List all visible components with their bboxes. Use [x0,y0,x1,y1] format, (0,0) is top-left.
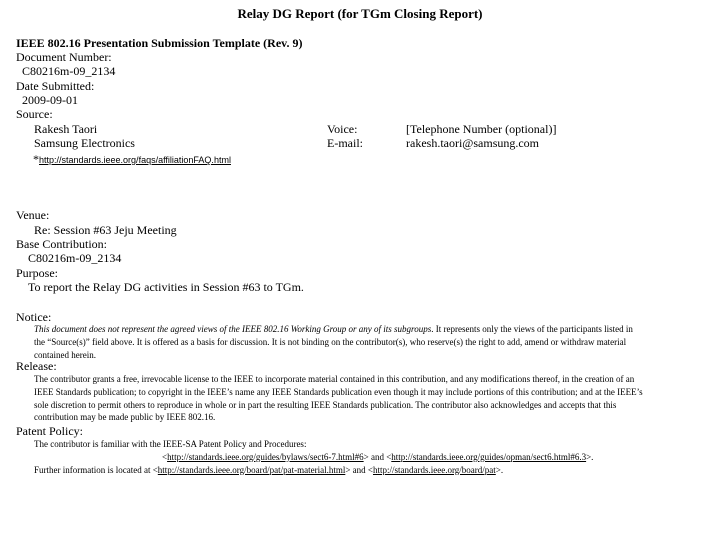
pat-board-link[interactable]: http://standards.ieee.org/board/pat [372,464,496,475]
notice-text [34,323,710,361]
release-text [34,373,710,424]
patent-and-text: > and < [363,451,392,462]
doc-number: C80216m-09_2134 [22,64,116,78]
patent-line-1: The contributor is familiar with the IEEE-SA Patent Policy and Procedures: [34,439,307,449]
pat-material-link[interactable]: http://standards.ieee.org/board/pat/pat-material.html [157,464,346,475]
release-line-4: contribution may be made public by IEEE 802.16. [34,412,216,423]
opman-link[interactable]: http://standards.ieee.org/guides/opman/sect6.html#6.3 [391,451,587,462]
patent-bracket-close-2: >. [495,464,504,475]
release-label: Release: [16,359,57,373]
patent-line-2 [34,451,710,464]
patent-and-text-2: > and < [345,464,373,475]
purpose-value: To report the Relay DG activities in Session #63 to TGm. [28,280,304,294]
release-line-2: IEEE Standards publication; to copyright in the IEEE’s name any IEEE Standards publication even though it may include portions of this contribution; and at the IEEE’s [34,386,643,397]
author-org: Samsung Electronics [34,136,135,150]
patent-line-3 [34,464,710,477]
notice-line-2: the “Source(s)” field above. It is offered as a basis for discussion. It is not binding on the contributor(s), who reserve(s) the right to add, amend or withdraw material [34,336,627,347]
base-label: Base Contribution: [16,237,107,251]
further-info-text: Further information is located at < [34,464,158,475]
faq-note [33,150,231,168]
notice-italic: This document does not represent the agreed views of the IEEE 802.16 Working Group or any of its subgroups [34,324,432,334]
voice-label: Voice: [327,122,358,136]
venue-label: Venue: [16,208,50,222]
bylaws-link[interactable]: http://standards.ieee.org/guides/bylaws/sect6-7.html#6 [167,451,364,462]
patent-bracket-open: < [162,451,168,462]
patent-label: Patent Policy: [16,424,83,438]
notice-label: Notice: [16,310,52,324]
email-value: rakesh.taori@samsung.com [406,136,540,150]
faq-link[interactable]: http://standards.ieee.org/faqs/affiliationFAQ.html [39,155,231,165]
release-line-1: The contributor grants a free, irrevocable license to the IEEE to incorporate material contained in this contribution, and any modifications thereof, in the creation of an [34,374,635,384]
voice-value: [Telephone Number (optional)] [406,122,557,136]
faq-asterisk: * [33,152,39,166]
purpose-label: Purpose: [16,266,58,280]
template-heading: IEEE 802.16 Presentation Submission Template (Rev. 9) [16,36,303,50]
patent-text [34,438,710,476]
email-label: E-mail: [327,136,363,150]
venue-value: Re: Session #63 Jeju Meeting [34,223,177,237]
date-value: 2009-09-01 [22,93,78,107]
doc-number-label: Document Number: [16,50,112,64]
notice-line-1 [34,323,710,336]
base-value: C80216m-09_2134 [28,251,122,265]
page-title: Relay DG Report (for TGm Closing Report) [237,6,483,21]
notice-rest: . It represents only the views of the participants listed in [431,324,633,334]
patent-bracket-close: >. [586,451,594,462]
date-label: Date Submitted: [16,79,95,93]
source-label: Source: [16,107,53,121]
notice-line-3: contained herein. [34,349,96,360]
release-line-3: sole discretion to permit others to reproduce in whole or in part the resulting IEEE Standards publication. The contributor also acknowledges and accepts that this [34,399,617,410]
author-name: Rakesh Taori [34,122,98,136]
